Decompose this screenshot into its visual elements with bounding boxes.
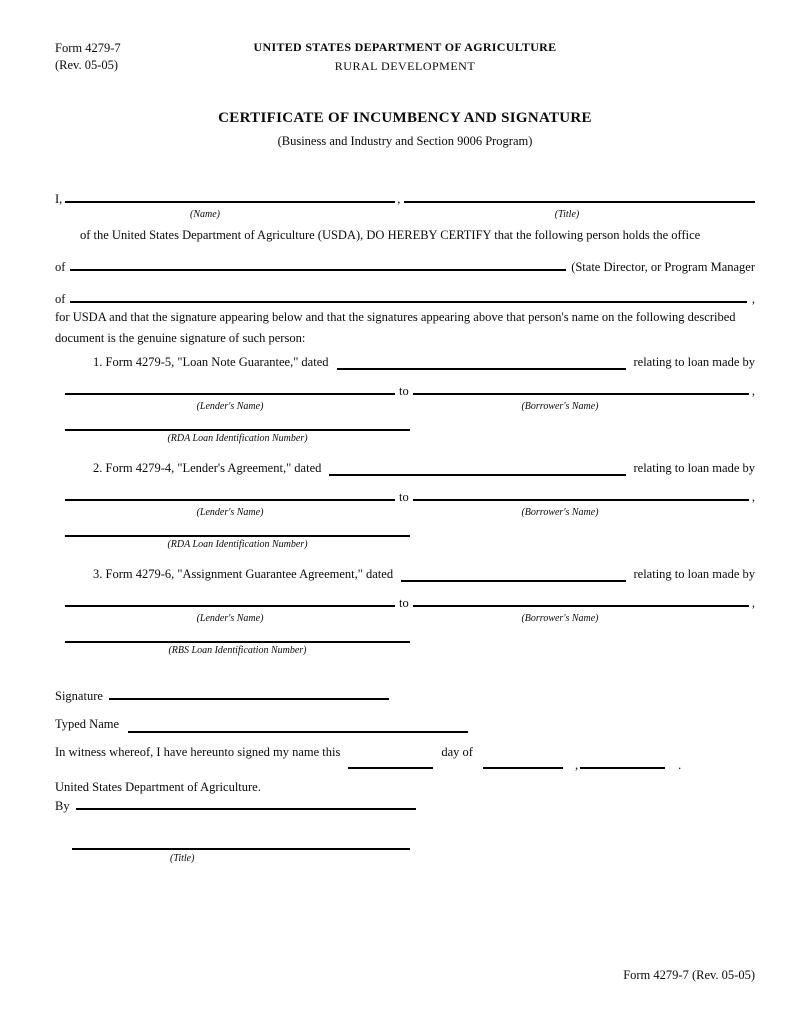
loan-id-label: (RDA Loan Identification Number)	[167, 433, 308, 444]
by-label: By	[55, 799, 70, 813]
item-3-date-blank[interactable]	[401, 570, 625, 582]
signature-row	[55, 688, 755, 704]
item-1-loanid-blank[interactable]	[65, 419, 410, 431]
borrower-name-label: (Borrower's Name)	[521, 401, 599, 412]
item-1-comma: ,	[751, 384, 755, 398]
division-name: RURAL DEVELOPMENT	[334, 59, 476, 73]
item-2-relating-text: relating to loan made by	[633, 461, 755, 475]
item-3-to-word: to	[399, 596, 409, 610]
document-item-1	[55, 354, 755, 444]
typed-name-label: Typed Name	[55, 717, 120, 731]
lender-name-label: (Lender's Name)	[196, 507, 264, 518]
item-2-loanid-blank[interactable]	[65, 525, 410, 537]
item-3-lender-blank[interactable]	[65, 595, 395, 607]
item-1-party-labels	[55, 401, 755, 412]
certifier-title-blank[interactable]	[404, 191, 755, 203]
certifier-row	[55, 191, 755, 207]
item-1-borrower-blank[interactable]	[413, 383, 749, 395]
item-2-lead-row	[55, 460, 755, 476]
signer-title-blank[interactable]	[72, 842, 410, 850]
by-signature-blank[interactable]	[76, 798, 416, 810]
document-item-3	[55, 566, 755, 656]
item-2-lender-blank[interactable]	[65, 489, 395, 501]
typed-name-blank[interactable]	[128, 721, 468, 733]
month-blank[interactable]	[483, 757, 563, 769]
item-3-lead-row	[55, 566, 755, 582]
item-3-party-labels	[55, 613, 755, 624]
item-3-borrower-blank[interactable]	[413, 595, 749, 607]
i-prefix: I,	[55, 192, 63, 206]
item-2-lead: 2. Form 4279-4, "Lender's Agreement," dated	[93, 461, 322, 475]
day-of-text: day of	[441, 745, 473, 759]
organization-row	[55, 291, 755, 307]
office-hint: (State Director, or Program Manager	[571, 260, 755, 274]
form-revision: (Rev. 05-05)	[55, 58, 119, 72]
signature-blank[interactable]	[109, 688, 389, 700]
form-id-block	[55, 40, 121, 74]
of-word: of	[55, 292, 66, 306]
item-3-comma: ,	[751, 596, 755, 610]
item-3-parties-row	[55, 595, 755, 611]
trailing-comma: ,	[751, 292, 755, 306]
office-row	[55, 259, 755, 275]
item-2-comma: ,	[751, 490, 755, 504]
borrower-name-label: (Borrower's Name)	[521, 507, 599, 518]
item-3-loanid-row	[55, 631, 755, 643]
name-label: (Name)	[190, 209, 220, 220]
title-label: (Title)	[554, 209, 580, 220]
item-2-loanid-row	[55, 525, 755, 537]
continuation-statement: for USDA and that the signature appearing below and that the signatures appearing above that person's name on the following described document is the genuine signature of such person:	[55, 310, 736, 345]
item-2-borrower-blank[interactable]	[413, 489, 749, 501]
item-3-lead: 3. Form 4279-6, "Assignment Guarantee Agreement," dated	[93, 567, 394, 581]
witness-text: In witness whereof, I have hereunto signed my name this	[55, 745, 341, 759]
item-3-relating-text: relating to loan made by	[633, 567, 755, 581]
item-3-loanid-labels	[55, 645, 755, 656]
document-item-2	[55, 460, 755, 550]
item-3-loanid-blank[interactable]	[65, 631, 410, 643]
office-blank[interactable]	[70, 259, 566, 271]
form-subtitle: (Business and Industry and Section 9006 Program)	[277, 134, 533, 148]
item-2-date-blank[interactable]	[329, 464, 625, 476]
certifier-labels-row	[55, 209, 755, 220]
item-2-to-word: to	[399, 490, 409, 504]
signer-title-label: (Title)	[170, 853, 195, 864]
certify-statement: of the United States Department of Agriculture (USDA), DO HEREBY CERTIFY that the following person holds the office	[80, 228, 701, 242]
item-1-lender-blank[interactable]	[65, 383, 395, 395]
certifier-name-blank[interactable]	[65, 191, 395, 203]
item-1-date-blank[interactable]	[337, 358, 626, 370]
item-1-loanid-labels	[55, 433, 755, 444]
signature-label: Signature	[55, 689, 103, 703]
organization-blank[interactable]	[70, 291, 746, 303]
separator-comma: ,	[397, 192, 401, 206]
witness-comma: ,	[574, 758, 579, 772]
form-title: CERTIFICATE OF INCUMBENCY AND SIGNATURE	[218, 110, 592, 126]
item-1-to-word: to	[399, 384, 409, 398]
item-1-relating-text: relating to loan made by	[633, 355, 755, 369]
item-1-parties-row	[55, 383, 755, 399]
lender-name-label: (Lender's Name)	[196, 401, 264, 412]
item-2-party-labels	[55, 507, 755, 518]
witness-period: .	[678, 758, 682, 772]
loan-id-label: (RBS Loan Identification Number)	[168, 645, 307, 656]
agency-name: UNITED STATES DEPARTMENT OF AGRICULTURE	[253, 40, 557, 54]
item-1-lead-row	[55, 354, 755, 370]
item-2-loanid-labels	[55, 539, 755, 550]
item-2-parties-row	[55, 489, 755, 505]
of-word: of	[55, 260, 66, 274]
by-row	[55, 798, 755, 814]
form-number: Form 4279-7	[55, 41, 121, 55]
loan-id-label: (RDA Loan Identification Number)	[167, 539, 308, 550]
witness-row	[55, 744, 755, 772]
borrower-name-label: (Borrower's Name)	[521, 613, 599, 624]
day-blank[interactable]	[348, 757, 433, 769]
form-header	[55, 40, 755, 80]
usda-statement: United States Department of Agriculture.	[55, 780, 261, 794]
item-1-lead: 1. Form 4279-5, "Loan Note Guarantee," dated	[93, 355, 329, 369]
footer-form-reference: Form 4279-7 (Rev. 05-05)	[623, 968, 755, 982]
lender-name-label: (Lender's Name)	[196, 613, 264, 624]
item-1-loanid-row	[55, 419, 755, 431]
year-blank[interactable]	[580, 757, 665, 769]
typed-name-row	[55, 716, 755, 732]
